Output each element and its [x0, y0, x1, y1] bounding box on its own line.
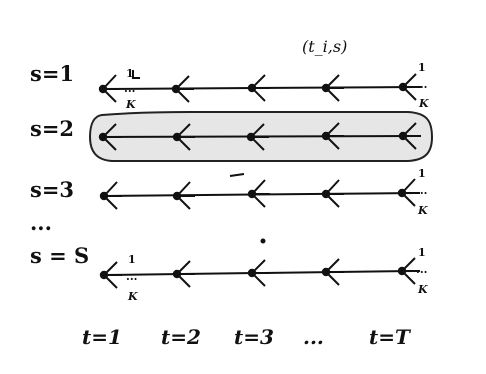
row-labels [30, 61, 89, 268]
branch-fan-s3-t2 [177, 182, 195, 209]
branch-label-sS-tT-bottom: K [418, 283, 428, 296]
branch-label-sS-tT-middle: ... [416, 263, 428, 276]
annotation-main-text: (t_i,s) [302, 37, 348, 56]
branch-label-sS-t1-bottom: K [128, 290, 138, 303]
branch-fan-s1-t3 [252, 75, 270, 101]
column-label-t3: t=3 [234, 325, 274, 349]
small-hook-mark-s1 [133, 70, 140, 78]
branch-label-s1-tT-middle: ... [416, 78, 428, 91]
annotation-group [302, 37, 347, 56]
branch-fan-s3-t4 [326, 180, 344, 207]
branch-label-sS-tT-top: 1 [418, 246, 426, 259]
branch-label-sS-t1-middle: ... [126, 270, 138, 283]
column-label-t2: t=2 [161, 325, 201, 349]
branch-label-s1-t1-top: 1 [126, 67, 134, 80]
branch-label-s1-tT-top: 1 [418, 61, 426, 74]
branch-label-s3-tT-middle: ... [416, 184, 428, 197]
branch-fan-s3-t1 [104, 182, 122, 209]
branch-label-s1-tT-bottom: K [419, 97, 429, 110]
branch-fan-sS-t3 [252, 260, 270, 286]
row-label-sS: s = S [30, 243, 90, 268]
branch-fan-s3-t3 [252, 180, 270, 207]
branch-label-s3-tT-top: 1 [418, 167, 426, 180]
branch-fan-sS-t4 [326, 259, 344, 285]
row-s3-chain [100, 167, 428, 217]
branch-fan-s1-t2 [176, 76, 194, 102]
column-label-t1: t=1 [82, 325, 122, 349]
annotation-label [302, 37, 347, 56]
isolated-dot-mark [261, 239, 266, 244]
column-labels [82, 325, 412, 349]
branch-fan-sS-t2 [177, 261, 195, 287]
branch-fan-sS-t1 [104, 262, 122, 288]
row-label-s1: s=1 [30, 61, 75, 86]
branch-fan-s1-t4 [326, 75, 344, 101]
row-label-s2: s=2 [30, 116, 75, 141]
row-s1-chain [99, 61, 429, 111]
branch-label-s1-t1-bottom: K [126, 98, 136, 111]
branch-label-s1-t1-middle: ... [124, 82, 136, 95]
branch-label-s3-tT-bottom: K [418, 204, 428, 217]
branch-label-sS-t1-top: 1 [128, 253, 136, 266]
row-label-ellipsis: ... [30, 210, 52, 235]
row-sS-chain [100, 246, 428, 303]
column-label-tT: t=T [369, 325, 410, 349]
column-label-ellipsis: ... [303, 325, 324, 349]
dash-mark-s3 [230, 174, 244, 176]
row-label-s3: s=3 [30, 177, 75, 202]
branch-fan-s1-t1 [103, 75, 119, 102]
